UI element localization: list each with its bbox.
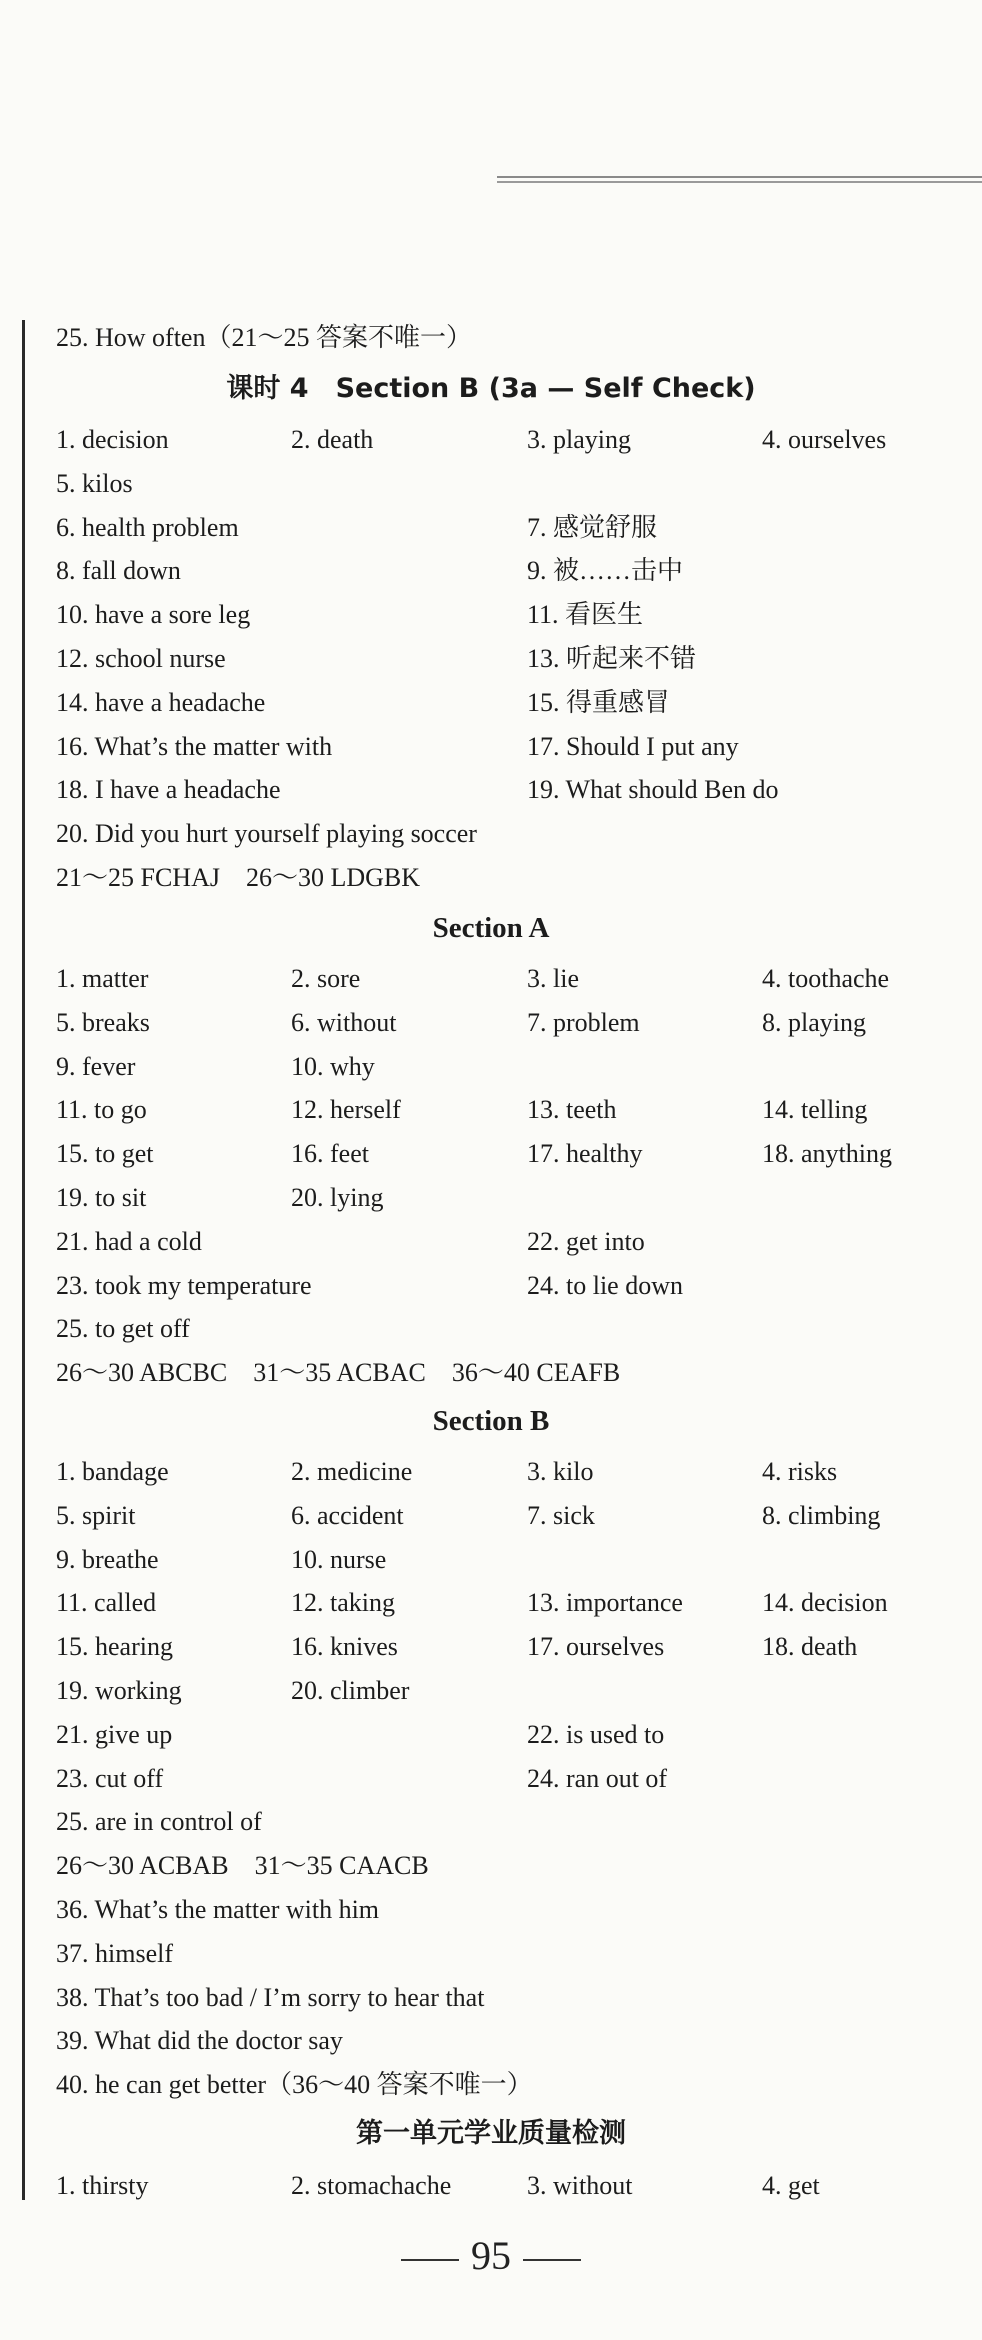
answer-item: 10. nurse — [291, 1544, 387, 1574]
answer-item: 4. get — [762, 2171, 820, 2200]
answer-row — [56, 2019, 962, 2063]
answer-item: 38. That’s too bad / I’m sorry to hear that — [56, 1982, 485, 2012]
answer-item: 13. importance — [527, 1588, 683, 1618]
answer-item: 5. spirit — [56, 1500, 136, 1530]
answer-item: 22. get into — [527, 1226, 645, 1256]
answer-row — [56, 1844, 962, 1888]
answer-item: 17. Should I put any — [527, 731, 739, 761]
answer-item: 6. without — [291, 1007, 397, 1037]
answer-row — [56, 2164, 962, 2208]
answer-row — [56, 1220, 962, 1264]
answer-item: 11. called — [56, 1588, 157, 1618]
page-dash-left — [401, 2259, 459, 2261]
answer-row — [56, 1176, 962, 1220]
answer-row — [56, 1264, 962, 1308]
answer-item: 2. death — [291, 425, 374, 454]
answer-item: 19. What should Ben do — [527, 775, 779, 805]
answer-item: 25. to get off — [56, 1314, 190, 1344]
answer-row — [56, 549, 962, 593]
answer-item: 24. ran out of — [527, 1763, 668, 1793]
answer-item: 6. accident — [291, 1500, 404, 1530]
answer-row — [56, 1713, 962, 1757]
answer-item: 17. ourselves — [527, 1632, 665, 1662]
answer-item: 25. are in control of — [56, 1807, 262, 1837]
answer-item: 18. I have a headache — [56, 775, 281, 805]
answer-item: 4. risks — [762, 1457, 838, 1486]
answer-item: 15. hearing — [56, 1632, 173, 1662]
answer-item: 14. have a headache — [56, 687, 266, 717]
answer-item: 3. lie — [527, 964, 579, 993]
answer-row — [56, 1625, 962, 1669]
answer-item: 37. himself — [56, 1938, 173, 1968]
answer-item: 1. thirsty — [56, 2171, 149, 2200]
answer-row — [56, 637, 962, 681]
answer-row — [56, 1001, 962, 1045]
answer-row — [56, 1669, 962, 1713]
answer-item: 2. sore — [291, 964, 361, 993]
answer-item: 3. kilo — [527, 1457, 594, 1486]
answer-item: 2. medicine — [291, 1457, 413, 1486]
answer-item: 15. to get — [56, 1139, 154, 1169]
answer-item: 39. What did the doctor say — [56, 2026, 343, 2056]
answer-item: 19. working — [56, 1676, 182, 1705]
answer-row — [56, 1538, 962, 1582]
answer-item: 11. 看医生 — [527, 600, 644, 630]
answer-item: 22. is used to — [527, 1719, 665, 1749]
answer-item: 36. What’s the matter with him — [56, 1895, 380, 1924]
answer-item: 13. teeth — [527, 1095, 617, 1125]
answer-item: 20. lying — [291, 1183, 384, 1212]
answer-item: 8. playing — [762, 1007, 866, 1037]
answer-item: 23. took my temperature — [56, 1270, 312, 1300]
answer-item: 9. breathe — [56, 1544, 159, 1574]
answer-item: 19. to sit — [56, 1183, 147, 1212]
answer-row — [56, 1888, 962, 1932]
page-number — [0, 2228, 982, 2284]
answer-row — [56, 1800, 962, 1844]
answer-item: 23. cut off — [56, 1763, 164, 1793]
answer-row — [56, 506, 962, 550]
answer-item: 4. toothache — [762, 964, 890, 993]
answer-item: 10. why — [291, 1051, 375, 1081]
answer-row — [56, 768, 962, 812]
answer-item: 14. decision — [762, 1588, 888, 1618]
answer-row — [56, 1494, 962, 1538]
answer-row — [56, 1932, 962, 1976]
answer-item: 24. to lie down — [527, 1270, 683, 1300]
answer-item: 8. fall down — [56, 556, 181, 586]
answer-row — [56, 1976, 962, 2020]
answer-item: 5. breaks — [56, 1007, 150, 1037]
answer-item: 18. death — [762, 1632, 858, 1662]
answer-item: 9. fever — [56, 1051, 136, 1081]
answer-item: 1. decision — [56, 425, 169, 454]
answer-item: 18. anything — [762, 1139, 892, 1169]
answer-row — [56, 1045, 962, 1089]
answer-row — [56, 1351, 962, 1395]
answer-item: 7. 感觉舒服 — [527, 512, 658, 542]
answer-row — [56, 1581, 962, 1625]
answer-item: 40. he can get better（36～40 答案不唯一） — [56, 2070, 533, 2100]
answer-item: 21. give up — [56, 1719, 173, 1749]
answer-row — [56, 1088, 962, 1132]
answer-text: 25. How often（21～25 答案不唯一） — [56, 323, 472, 352]
answer-item: 15. 得重感冒 — [527, 687, 671, 717]
answer-row — [56, 725, 962, 769]
answer-row — [56, 462, 962, 506]
answer-item: 16. feet — [291, 1139, 369, 1169]
answer-item: 13. 听起来不错 — [527, 644, 697, 673]
answer-item: 1. matter — [56, 964, 149, 993]
answer-item: 4. ourselves — [762, 425, 887, 454]
answer-item: 12. herself — [291, 1095, 401, 1125]
answer-item: 21～25 FCHAJ 26～30 LDGBK — [56, 863, 421, 892]
answer-item: 2. stomachache — [291, 2171, 452, 2200]
answer-item: 7. problem — [527, 1007, 640, 1037]
answer-row — [56, 812, 962, 856]
answer-item: 16. What’s the matter with — [56, 731, 333, 761]
unit_test-heading: 第一单元学业质量检测 — [356, 2118, 626, 2149]
answer-row — [56, 418, 962, 462]
answer-row — [56, 593, 962, 637]
answer-item: 5. kilos — [56, 468, 133, 498]
answer-row — [56, 957, 962, 1001]
answer-item: 20. climber — [291, 1676, 410, 1705]
answer-item: 20. Did you hurt yourself playing soccer — [56, 819, 477, 849]
answer-item: 10. have a sore leg — [56, 600, 251, 630]
answer-row — [56, 1132, 962, 1176]
answer-row — [56, 1450, 962, 1494]
answer-item: 14. telling — [762, 1095, 868, 1125]
sectionB-heading: Section B — [432, 1405, 550, 1437]
answer-item: 21. had a cold — [56, 1226, 202, 1256]
answer-item: 26～30 ABCBC 31～35 ACBAC 36～40 CEAFB — [56, 1358, 621, 1388]
answer-item: 1. bandage — [56, 1457, 169, 1486]
answer-item: 3. without — [527, 2171, 633, 2200]
answer-item: 26～30 ACBAB 31～35 CAACB — [56, 1851, 429, 1881]
answer-item: 8. climbing — [762, 1500, 881, 1530]
answer-row — [56, 2063, 962, 2107]
sectionA-heading: Section A — [432, 912, 550, 944]
answer-item: 11. to go — [56, 1095, 147, 1125]
answer-item: 7. sick — [527, 1500, 595, 1530]
answer-row — [56, 856, 962, 900]
intro-line — [56, 316, 962, 360]
page-number-text: 95 — [471, 2233, 511, 2278]
lesson4-heading: 课时 4 Section B (3a — Self Check) — [226, 373, 756, 404]
answer-item: 12. taking — [291, 1588, 395, 1618]
answer-item: 16. knives — [291, 1632, 398, 1662]
answer-row — [56, 681, 962, 725]
answer-item: 9. 被……击中 — [527, 556, 684, 586]
page-dash-right — [523, 2259, 581, 2261]
answer-item: 12. school nurse — [56, 644, 226, 673]
answer-row — [56, 1307, 962, 1351]
answer-row — [56, 1757, 962, 1801]
answer-item: 6. health problem — [56, 512, 239, 542]
answer-item: 17. healthy — [527, 1139, 643, 1169]
answer-item: 3. playing — [527, 425, 631, 454]
